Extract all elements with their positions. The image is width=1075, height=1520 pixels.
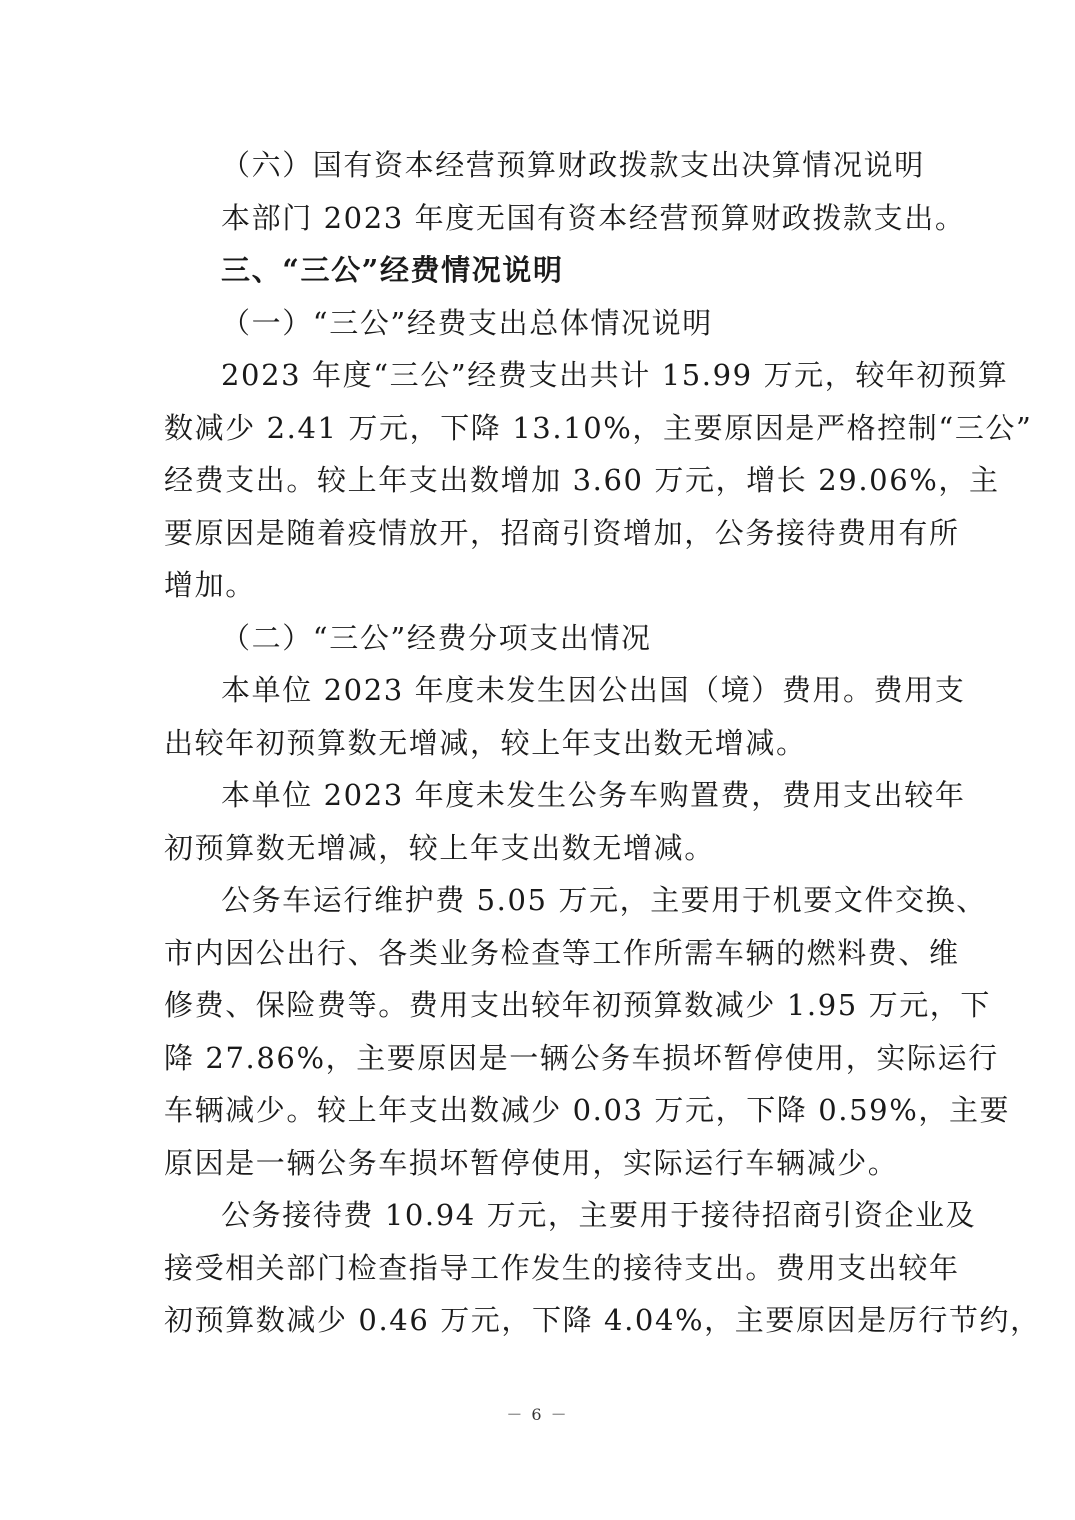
- paragraph-line: 数减少 2.41 万元，下降 13.10%，主要原因是严格控制“三公”: [164, 410, 1033, 445]
- paragraph-line: 初预算数减少 0.46 万元，下降 4.04%，主要原因是厉行节约，: [164, 1303, 1041, 1337]
- subheading-overall: （一）“三公”经费支出总体情况说明: [221, 305, 713, 340]
- paragraph-line: 市内因公出行、各类业务检查等工作所需车辆的燃料费、维: [164, 935, 960, 970]
- document-body: [164, 139, 1041, 1347]
- page-number: － 6 －: [506, 1405, 569, 1424]
- subheading-itemized: （二）“三公”经费分项支出情况: [221, 620, 652, 655]
- paragraph-line: 原因是一辆公务车损坏暂停使用，实际运行车辆减少。: [164, 1145, 899, 1180]
- paragraph-line: 本部门 2023 年度无国有资本经营预算财政拨款支出。: [221, 200, 966, 235]
- subheading-state-capital-budget: （六）国有资本经营预算财政拨款支出决算情况说明: [221, 148, 925, 182]
- paragraph-line: 本单位 2023 年度未发生公务车购置费，费用支出较年: [221, 778, 966, 812]
- paragraph-line: 要原因是随着疫情放开，招商引资增加，公务接待费用有所: [164, 515, 960, 550]
- section-heading-three-public: 三、“三公”经费情况说明: [221, 253, 564, 287]
- paragraph-line: 经费支出。较上年支出数增加 3.60 万元，增长 29.06%，主: [164, 463, 1000, 497]
- paragraph-line: 出较年初预算数无增减，较上年支出数无增减。: [164, 725, 807, 760]
- paragraph-line: 公务车运行维护费 5.05 万元，主要用于机要文件交换、: [221, 883, 987, 917]
- paragraph-line: 公务接待费 10.94 万元，主要用于接待招商引资企业及: [221, 1198, 977, 1232]
- paragraph-line: 本单位 2023 年度未发生因公出国（境）费用。费用支: [221, 673, 966, 707]
- paragraph-line: 修费、保险费等。费用支出较年初预算数减少 1.95 万元，下: [164, 988, 992, 1022]
- paragraph-line: 降 27.86%，主要原因是一辆公务车损坏暂停使用，实际运行: [164, 1040, 999, 1075]
- paragraph-line: 初预算数无增减，较上年支出数无增减。: [164, 830, 715, 865]
- paragraph-line: 车辆减少。较上年支出数减少 0.03 万元，下降 0.59%，主要: [164, 1093, 1011, 1127]
- paragraph-line: 接受相关部门检查指导工作发生的接待支出。费用支出较年: [164, 1250, 960, 1285]
- paragraph-line: 增加。: [164, 568, 256, 602]
- paragraph-line: 2023 年度“三公”经费支出共计 15.99 万元，较年初预算: [221, 358, 1009, 392]
